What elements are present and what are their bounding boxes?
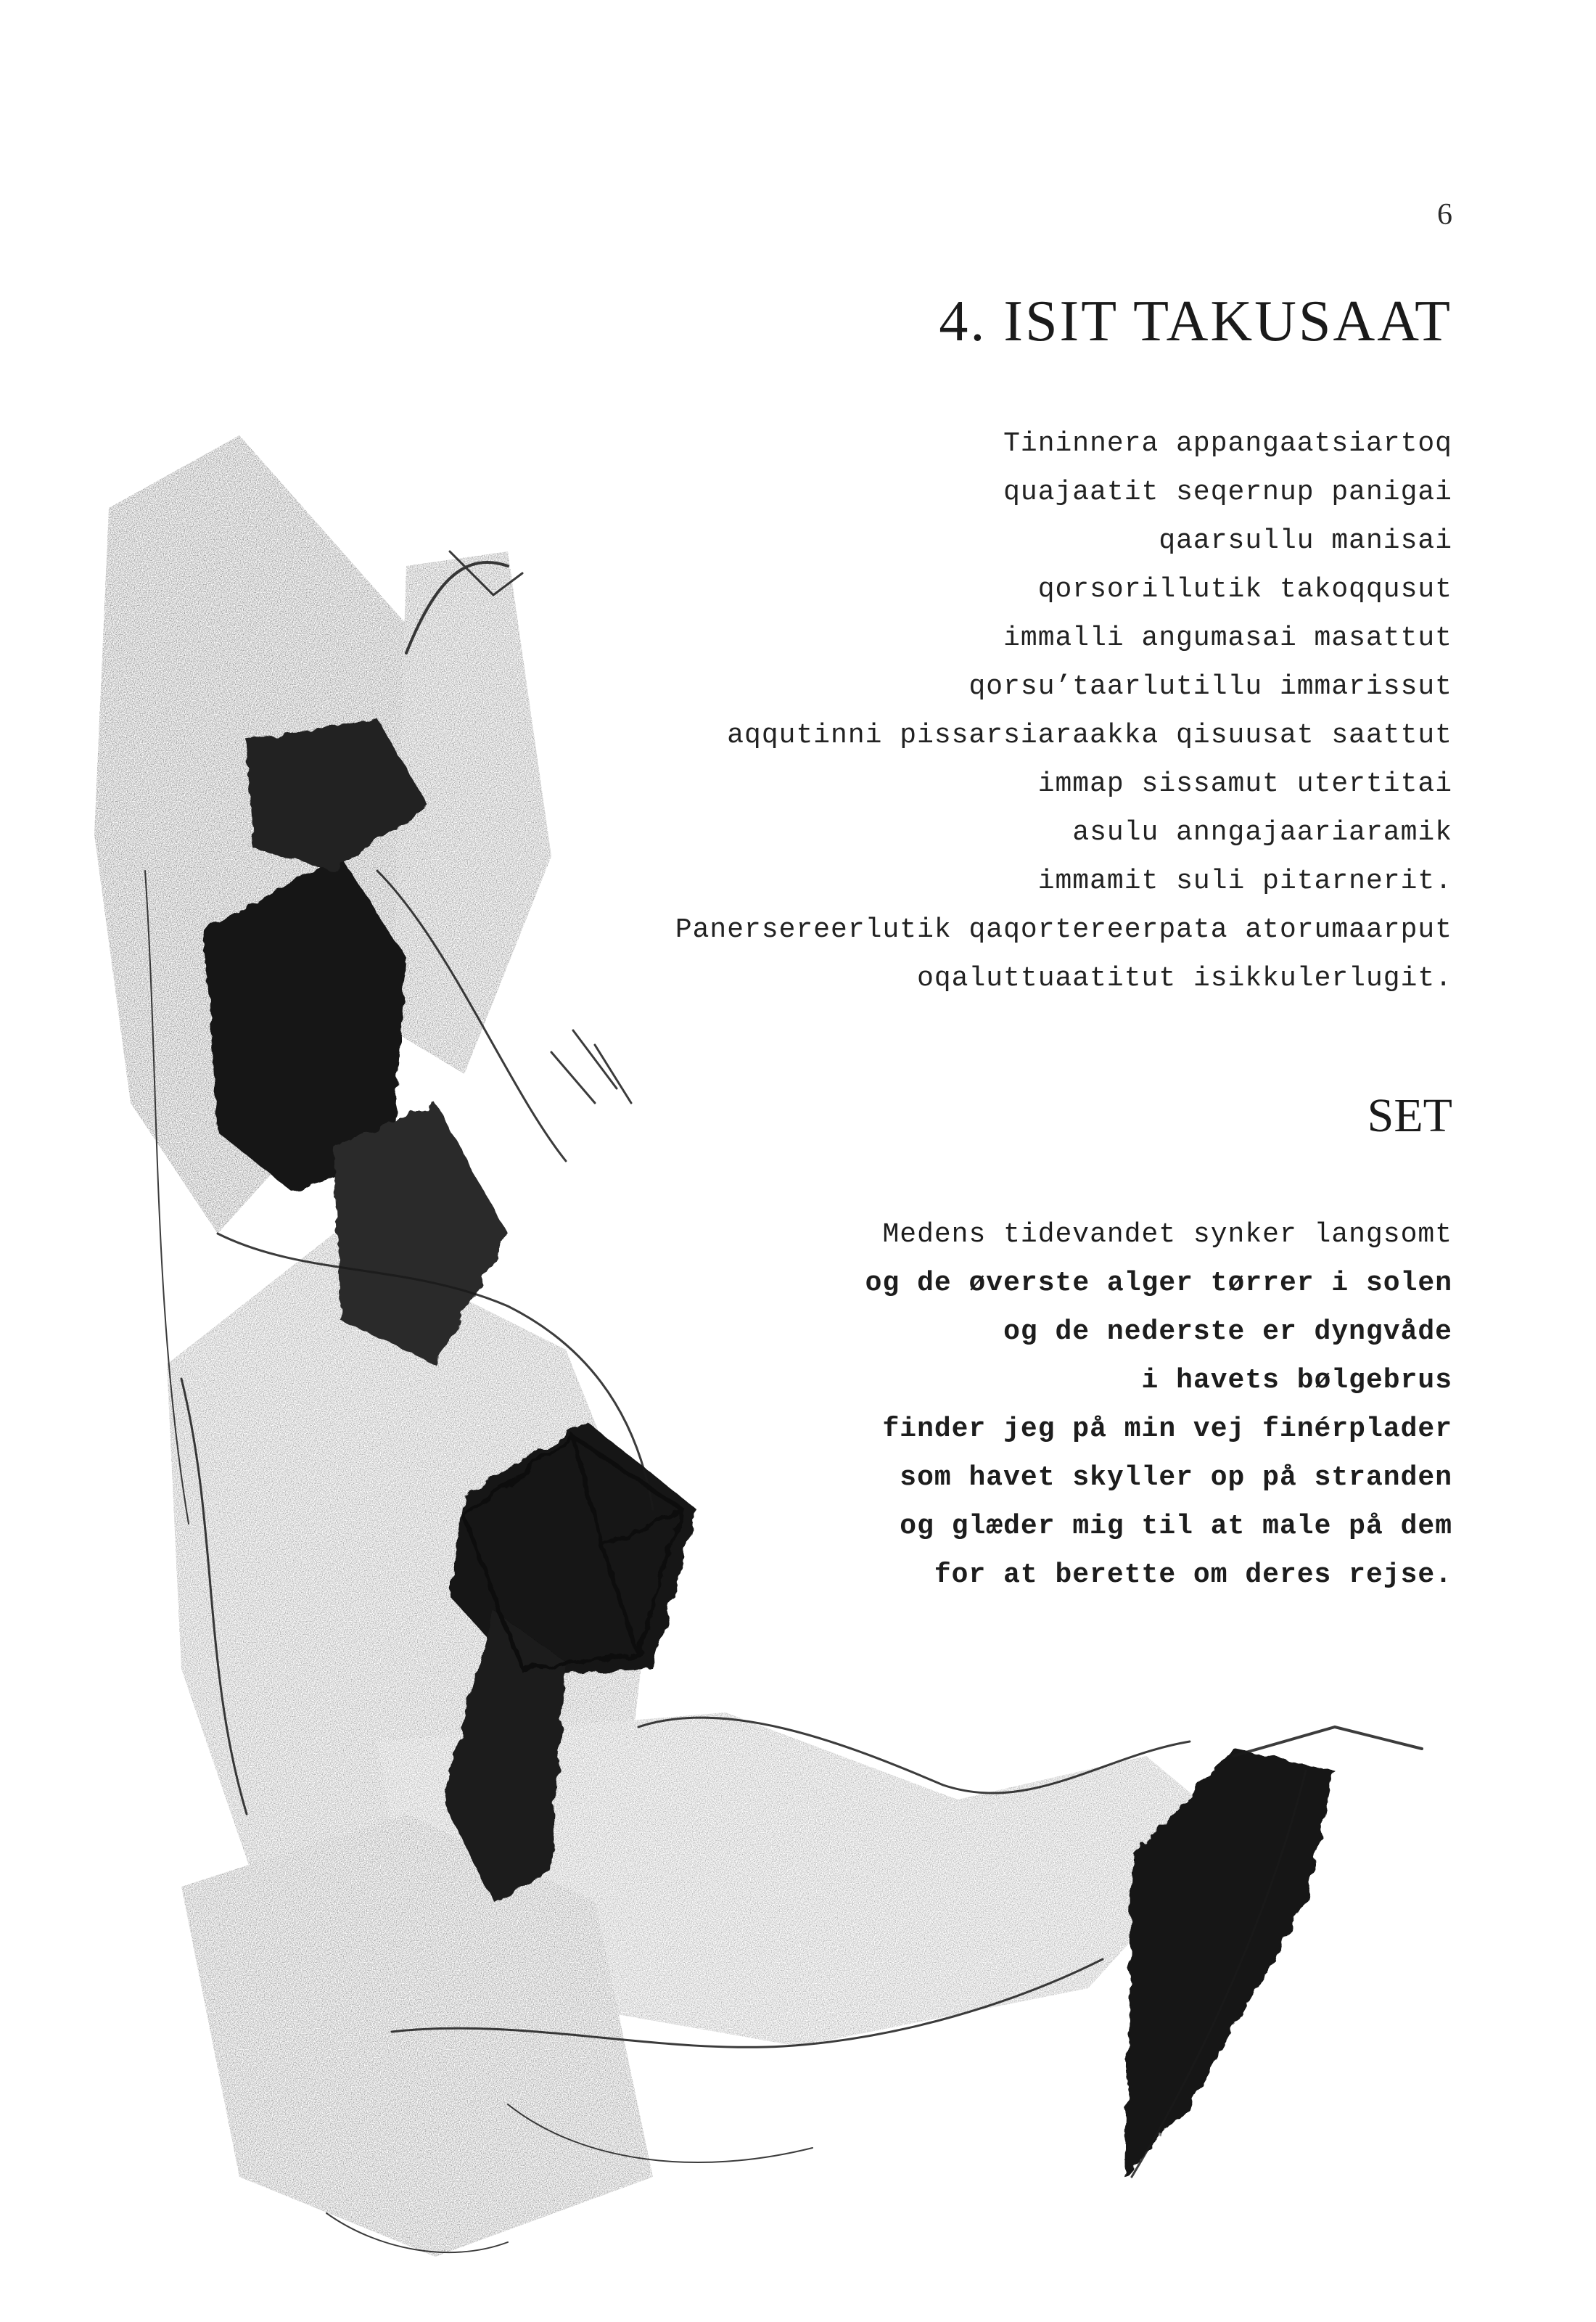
poem-line: og de nederste er dyngvåde (1003, 1316, 1452, 1347)
poem-line: og de øverste alger tørrer i solen (865, 1268, 1452, 1299)
poem-line: immamit suli pitarnerit. (1037, 866, 1452, 897)
poem-line: for at berette om deres rejse. (934, 1559, 1452, 1591)
poem-line: og glæder mig til at male på dem (900, 1511, 1452, 1542)
poem-line: qorsorillutik takoqqusut (1037, 574, 1452, 605)
section-title-danish: SET (1367, 1089, 1452, 1142)
page-number: 6 (1437, 198, 1452, 231)
poem-line: i havets bølgebrus (1141, 1365, 1452, 1396)
poem-greenlandic (675, 419, 1452, 1003)
poem-line: som havet skyller op på stranden (900, 1462, 1452, 1493)
poem-line: asulu anngajaariaramik (1072, 817, 1452, 848)
poem-line: finder jeg på min vej finérplader (882, 1414, 1452, 1445)
section-title-greenlandic: 4. ISIT TAKUSAAT (939, 290, 1452, 353)
poem-line: Medens tidevandet synker langsomt (882, 1219, 1452, 1250)
poem-line: qaarsullu manisai (1159, 525, 1452, 557)
poem-line: aqqutinni pissarsiaraakka qisuusat saattut (727, 720, 1452, 751)
poem-line: Tininnera appangaatsiartoq (1003, 428, 1452, 459)
poem-line: Panersereerlutik qaqortereerpata atorumaarput (675, 914, 1452, 945)
poem-line: immap sissamut utertitai (1037, 768, 1452, 800)
poem-line: quajaatit seqernup panigai (1003, 477, 1452, 508)
poem-line: qorsu’taarlutillu immarissut (968, 671, 1452, 702)
poem-line: immalli angumasai masattut (1003, 623, 1452, 654)
poem-danish (865, 1210, 1452, 1599)
poem-line: oqaluttuaatitut isikkulerlugit. (917, 963, 1452, 994)
